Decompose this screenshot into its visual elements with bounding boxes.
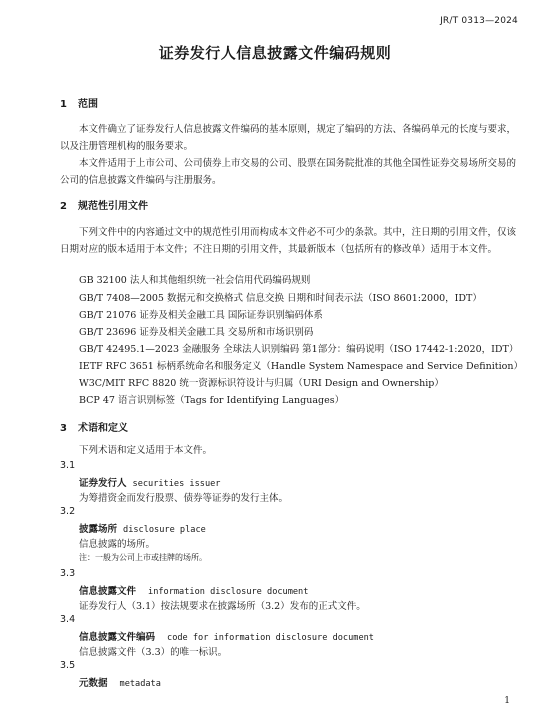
reference-item: W3C/MIT RFC 8820 统一资源标识符设计与归属（URI Design and Ownership）: [79, 378, 444, 389]
normative-intro-paragraph: 下列文件中的内容通过文中的规范性引用而构成本文件必不可少的条款。其中，注日期的引用文件，仅该日期对应的版本适用于本文件；不注日期的引用文件，其最新版本（包括所有的修改单）适用于本文件。: [60, 227, 517, 255]
term-entry: [79, 583, 308, 597]
term-number: 3.4: [60, 614, 76, 625]
section-title: 术语和定义: [78, 423, 128, 434]
terms-intro: 下列术语和定义适用于本文件。: [79, 445, 213, 456]
term-english: code for information disclosure document: [167, 633, 374, 643]
term-note: 注：一般为公司上市或挂牌的场所。: [79, 553, 207, 562]
term-english: metadata: [119, 679, 161, 689]
reference-item: GB/T 23696 证券及相关金融工具 交易所和市场识别码: [79, 327, 314, 338]
term-entry: [79, 629, 374, 643]
reference-item: GB/T 42495.1—2023 金融服务 全球法人识别编码 第1部分：编码说明（ISO 17442-1:2020，IDT）: [79, 344, 519, 355]
term-number: 3.3: [60, 568, 76, 579]
reference-item: GB/T 7408—2005 数据元和交换格式 信息交换 日期和时间表示法（ISO 8601:2000，IDT）: [79, 293, 482, 304]
term-entry: [79, 475, 220, 489]
section-heading-scope: [60, 95, 98, 110]
document-title: 证券发行人信息披露文件编码规则: [158, 44, 392, 62]
term-english: disclosure place: [123, 525, 206, 535]
term-number: 3.1: [60, 460, 76, 471]
term-definition: 信息披露文件（3.3）的唯一标识。: [79, 647, 228, 658]
term-chinese: 信息披露文件: [79, 586, 137, 597]
term-number: 3.5: [60, 660, 76, 671]
term-definition: 证券发行人（3.1）按法规要求在披露场所（3.2）发布的正式文件。: [79, 601, 366, 612]
term-chinese: 元数据: [79, 678, 108, 689]
term-english: information disclosure document: [148, 587, 309, 597]
reference-item: GB/T 21076 证券及相关金融工具 国际证券识别编码体系: [79, 310, 323, 321]
reference-item: GB 32100 法人和其他组织统一社会信用代码编码规则: [79, 275, 311, 286]
term-chinese: 披露场所: [79, 524, 118, 535]
section-number: 2: [60, 201, 67, 212]
page-number: 1: [504, 696, 510, 706]
section-heading-normative-references: [60, 197, 148, 212]
section-heading-terms: [60, 419, 128, 434]
term-definition: 信息披露的场所。: [79, 539, 156, 550]
reference-item: BCP 47 语言识别标签（Tags for Identifying Languages）: [79, 395, 345, 406]
term-definition: 为筹措资金而发行股票、债券等证券的发行主体。: [79, 493, 289, 504]
term-number: 3.2: [60, 506, 76, 517]
section-number: 1: [60, 99, 67, 110]
scope-paragraph-1: 本文件确立了证券发行人信息披露文件编码的基本原则，规定了编码的方法、各编码单元的长度与要求，以及注册管理机构的服务要求。: [60, 124, 517, 152]
scope-paragraph-2: 本文件适用于上市公司、公司债券上市交易的公司、股票在国务院批准的其他全国性证券交易场所交易的公司的信息披露文件编码与注册服务。: [60, 158, 517, 186]
term-chinese: 信息披露文件编码: [79, 632, 156, 643]
section-title: 范围: [78, 99, 98, 110]
term-english: securities issuer: [132, 479, 221, 489]
term-chinese: 证券发行人: [79, 478, 127, 489]
section-title: 规范性引用文件: [78, 201, 148, 212]
term-entry: [79, 521, 206, 535]
reference-item: IETF RFC 3651 标柄系统命名和服务定义（Handle System Namespace and Service Definition）: [79, 361, 523, 372]
term-entry: [79, 675, 161, 689]
section-number: 3: [60, 423, 67, 434]
standard-code: JR/T 0313—2024: [440, 16, 518, 26]
